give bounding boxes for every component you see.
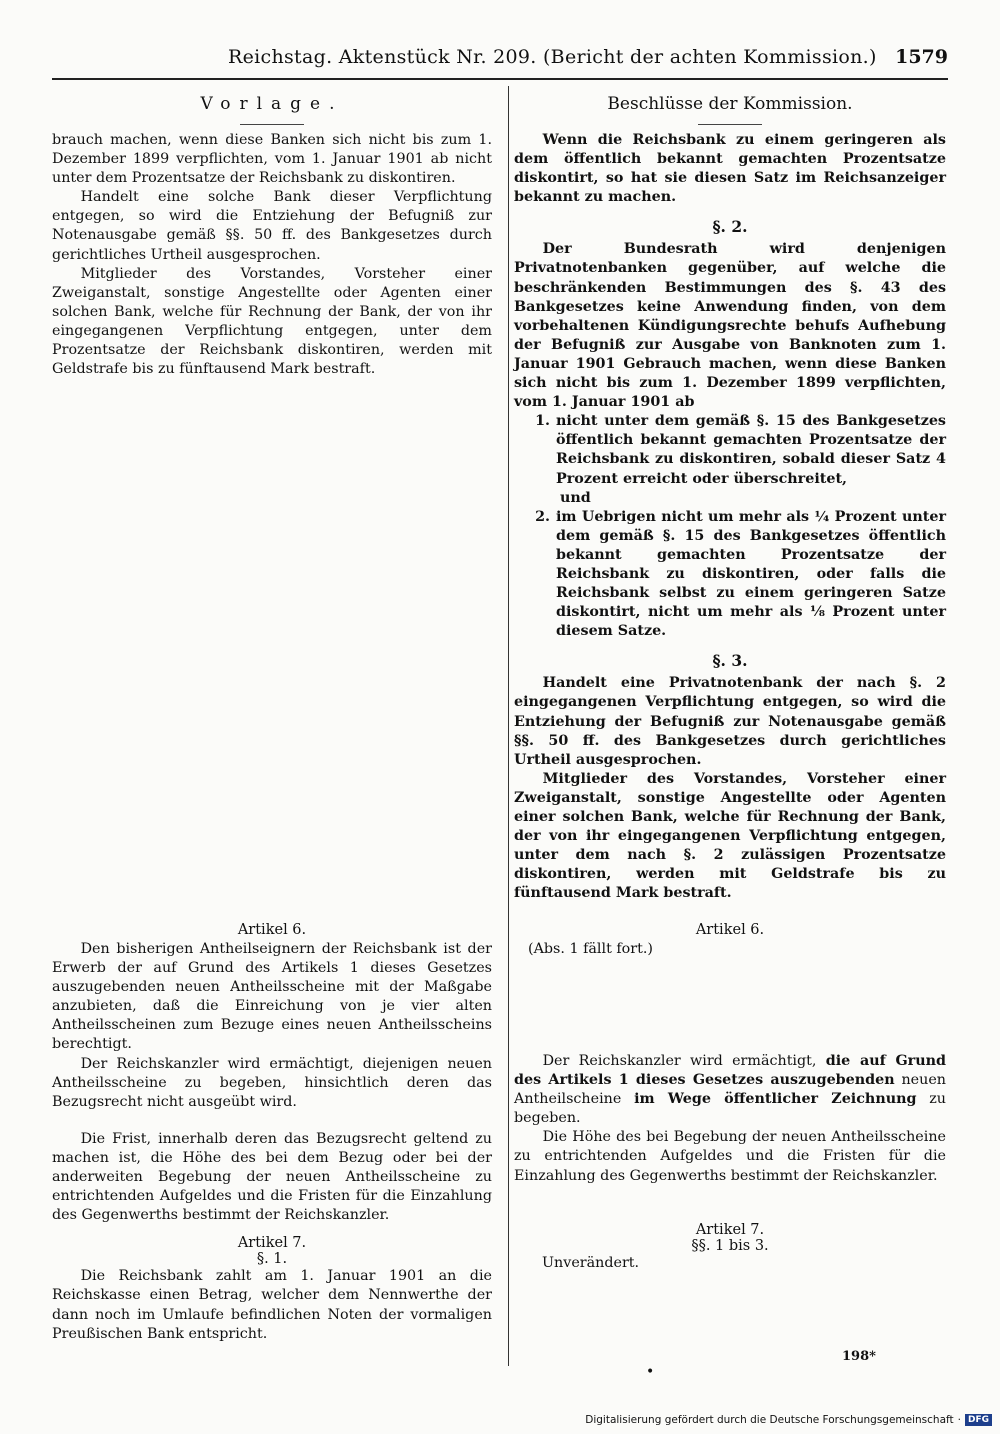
right-article-6-text: [514, 1052, 946, 1186]
right-article-6: [514, 922, 946, 959]
text-run: neuen Antheilscheine: [514, 1072, 946, 1108]
heading-rule: [240, 124, 304, 125]
section-title: §. 2.: [712, 217, 748, 237]
right-column-heading: Beschlüsse der Kommission.: [607, 94, 853, 114]
list-item: [520, 508, 946, 642]
signature-mark: 198*: [842, 1349, 876, 1364]
dfg-logo-icon: DFG: [965, 1414, 992, 1426]
right-paragraph: Mitglieder des Vorstandes, Vorsteher einer Zweiganstalt, sonstige Angestellte oder Agenten einer solchen Bank, welche für Rechnung der Bank, der von ihr eingegangenen Verpflichtung entgegen, unter dem nach §. 2 zulässigen Prozentsatze diskontiren, werden mit Geldstrafe bis zu fünftausend Mark bestraft.: [514, 770, 946, 902]
conjunction: und: [560, 489, 591, 506]
omission-note: (Abs. 1 fällt fort.): [528, 941, 653, 957]
left-paragraph: Die Frist, innerhalb deren das Bezugsrecht geltend zu machen ist, die Höhe des bei dem Bezug oder bei der anderweiten Begebung der neuen Antheilsscheine zu entrichtenden Aufgeldes und die Fristen für die Einzahlung des Gegenwerths bestimmt der Reichskanzler.: [52, 1130, 492, 1224]
right-paragraph: Die Höhe des bei Begebung der neuen Antheilsscheine zu entrichtenden Aufgeldes und die Fristen für die Einzahlung des Gegenwerths bestimmt der Reichskanzler.: [514, 1129, 946, 1184]
column-divider: [508, 86, 509, 1366]
section-title: §. 1.: [256, 1251, 288, 1268]
list-item-number: 2.: [535, 508, 550, 525]
text-run-bold: im Wege öffentlicher Zeichnung: [634, 1091, 917, 1108]
footer-text: Digitalisierung gefördert durch die Deutsche Forschungsgemeinschaft: [585, 1414, 954, 1426]
left-paragraph: Der Reichskanzler wird ermächtigt, diejenigen neuen Antheilsscheine zu begeben, hinsichtlich deren das Bezugsrecht nicht ausgeübt wird.: [52, 1055, 492, 1110]
article-title: Artikel 6.: [695, 922, 765, 938]
footer-credit: [585, 1414, 992, 1426]
left-article-6: [52, 922, 492, 1344]
page-header: [52, 46, 948, 80]
right-paragraph: Der Bundesrath wird denjenigen Privatnotenbanken gegenüber, auf welche die beschränkenden Bestimmungen des §. 43 des Bankgesetzes keine Anwendung finden, von dem vorbehaltenen Kündigungsrechte behufs Aufhebung der Befugniß zur Ausgabe von Banknoten zum 1. Januar 1901 Gebrauch machen, wenn diese Banken sich nicht bis zum 1. Dezember 1899 verpflichten, vom 1. Januar 1901 ab: [514, 241, 946, 411]
right-paragraph: Handelt eine Privatnotenbank der nach §. 2 eingegangenen Verpflichtung entgegen, so wird die Entziehung der Befugniß zur Notenausgabe gemäß §§. 50 ff. des Bankgesetzes durch gerichtliches Urtheil ausgesprochen.: [514, 675, 946, 768]
article-title: Artikel 6.: [237, 922, 307, 938]
article-title: Artikel 7.: [695, 1222, 765, 1238]
text-run: Der Reichskanzler wird ermächtigt,: [542, 1053, 826, 1069]
section-title: §§. 1 bis 3.: [691, 1238, 769, 1254]
list-item-text: im Uebrigen nicht um mehr als ¼ Prozent unter dem gemäß §. 15 des Bankgesetzes öffentlich bekannt gemachten Prozentsatze der Reichsbank zu diskontiren, oder falls die Reichsbank selbst zu einem geringeren Satze diskontirt, nicht um mehr als ⅛ Prozent unter diesem Satze.: [556, 508, 946, 640]
print-dot: •: [646, 1364, 655, 1380]
page-number: 1579: [895, 46, 948, 68]
left-paragraph: Den bisherigen Antheilseignern der Reichsbank ist der Erwerb der auf Grund des Artikels 1 dieses Gesetzes auszugebenden neuen Antheilsscheine mit der Maßgabe anzubieten, daß die Einreichung von je vier alten Antheilsscheinen zum Bezuge eines neuen Antheilsscheins berechtigt.: [52, 941, 492, 1053]
left-intro: brauch machen, wenn diese Banken sich nicht bis zum 1. Dezember 1899 verpflichten, vom 1. Januar 1901 ab nicht unter dem Prozentsatze der Reichsbank zu diskontiren.: [52, 132, 492, 187]
left-paragraph: Mitglieder des Vorstandes, Vorsteher einer Zweiganstalt, sonstige Angestellte oder Agenten einer solchen Bank, welche für Rechnung der Bank, der von ihr eingegangenen Verpflichtung entgegen, unter dem Prozentsatze der Reichsbank diskontiren, werden mit Geldstrafe bis zu fünftausend Mark bestraft.: [52, 265, 492, 378]
list-item-number: 1.: [535, 413, 550, 430]
text-run: zu begeben.: [514, 1091, 946, 1127]
right-intro: Wenn die Reichsbank zu einem geringeren als dem öffentlich bekannt gemachten Prozentsatze diskontirt, so hat sie diesen Satz im Reichsanzeiger bekannt zu machen.: [514, 132, 946, 206]
left-paragraph: Handelt eine solche Bank dieser Verpflichtung entgegen, so wird die Entziehung der Befugniß zur Notenausgabe gemäß §§. 50 ff. des Bankgesetzes durch gerichtliches Urtheil ausgesprochen.: [52, 189, 492, 263]
right-paragraph: [514, 1052, 946, 1128]
heading-rule: [698, 124, 762, 125]
running-title: Reichstag. Aktenstück Nr. 209. (Bericht der achten Kommission.): [228, 46, 877, 68]
left-paragraph: Die Reichsbank zahlt am 1. Januar 1901 an die Reichskasse einen Betrag, welcher dem Nennwerthe der dann noch im Umlaufe befindlichen Noten der vormaligen Preußischen Bank entspricht.: [52, 1268, 492, 1342]
right-column: [514, 94, 946, 903]
article-title: Artikel 7.: [237, 1235, 307, 1252]
header-rule: [52, 78, 948, 80]
right-article-7: [514, 1222, 946, 1273]
footer-separator: ·: [957, 1414, 961, 1426]
section-title: §. 3.: [712, 651, 748, 671]
list-item: [520, 412, 946, 488]
left-column: [52, 94, 492, 379]
list-item-text: nicht unter dem gemäß §. 15 des Bankgesetzes öffentlich bekannt gemachten Prozentsatze der Reichsbank zu diskontiren, sobald dieser Satz 4 Prozent erreicht oder überschreitet,: [556, 413, 946, 487]
text-run-bold: die auf Grund des Artikels 1 dieses Gesetzes auszugebenden: [514, 1053, 946, 1089]
left-column-heading: Vorlage.: [200, 94, 344, 114]
unchanged-note: Unverändert.: [542, 1255, 640, 1271]
